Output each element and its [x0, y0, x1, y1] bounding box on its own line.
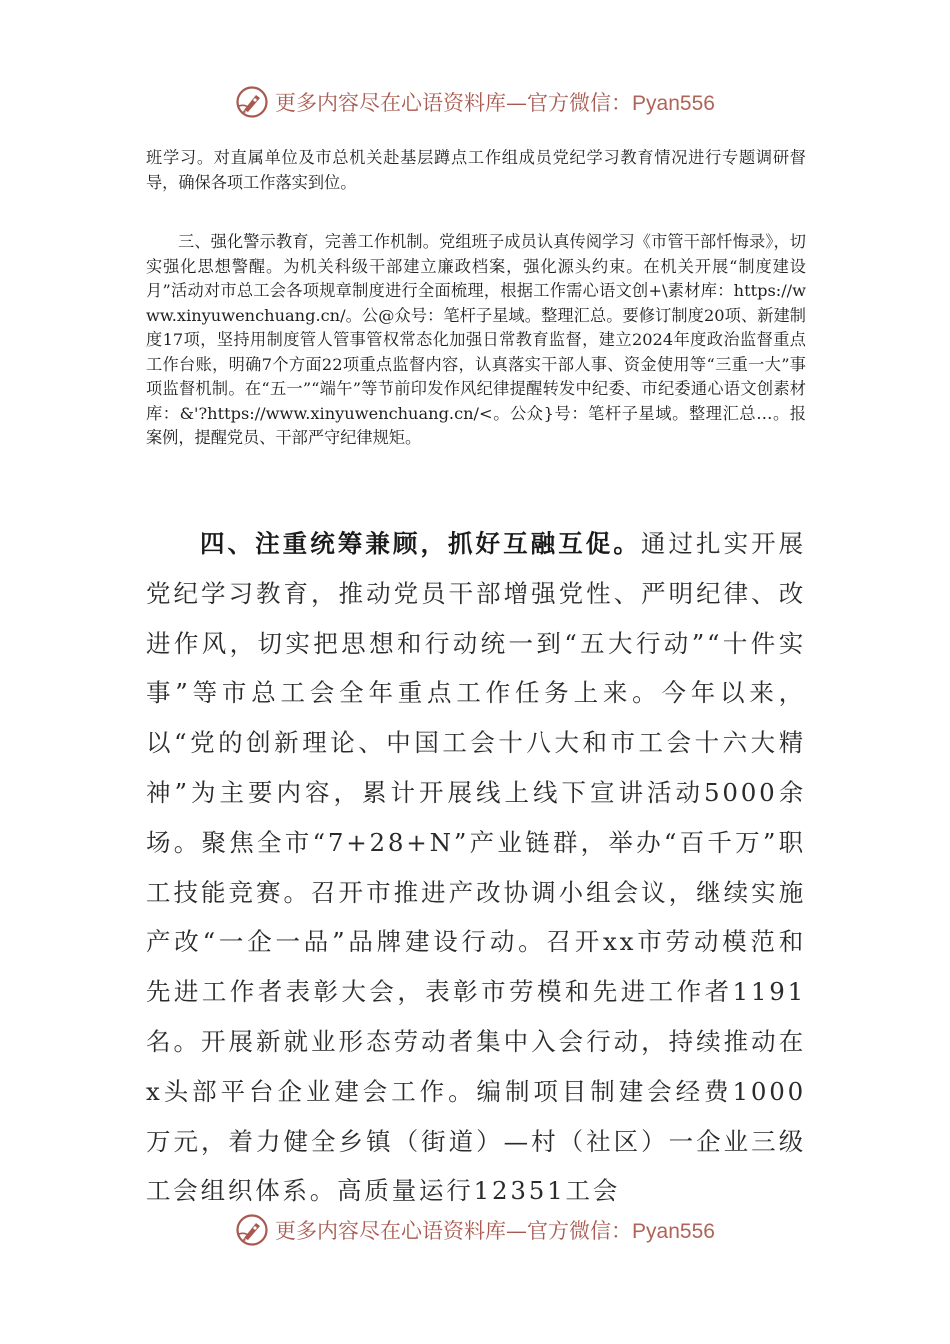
paragraph-section-three: 三、强化警示教育，完善工作机制。党组班子成员认真传阅学习《市管干部忏悔录》，切实强化思想警醒。为机关科级干部建立廉政档案，强化源头约束。在机关开展“制度建设月”活动对市总工会各项规章制度进行全面梳理，根据工作需心语文创+\素材库：https://www.xinyuwenchuang.cn/。公@众号：笔杆子星域。整理汇总。要修订制度20项、新建制度17项，坚持用制度管人管事管权常态化加强日常教育监督，建立2024年度政治监督重点工作台账，明确7个方面22项重点监督内容，认真落实干部人事、资金使用等“三重一大”事项监督机制。在“五一”“端午”等节前印发作风纪律提醒转发中纪委、市纪委通心语文创素材库：&'?https://www.xinyuwenchuang.cn/<。公众}号：笔杆子星域。整理汇总…。报案例，提醒党员、干部严守纪律规矩。	[146, 232, 806, 447]
wechat-account: Pyan556	[632, 92, 715, 115]
pen-nib-logo-icon	[235, 85, 269, 119]
wechat-account: Pyan556	[632, 1220, 715, 1243]
paragraph-continued: 班学习。对直属单位及市总机关赴基层蹲点工作组成员党纪学习教育情况进行专题调研督导，确保各项工作落实到位。	[146, 148, 806, 192]
footer-banner	[0, 1208, 950, 1252]
section-four-heading: 四、注重统筹兼顾，抓好互融互促。	[200, 529, 641, 558]
banner-text	[275, 87, 715, 117]
banner-text	[275, 1215, 715, 1245]
paragraph-section-four	[146, 519, 806, 1216]
header-banner	[0, 80, 950, 124]
section-four-body: 通过扎实开展党纪学习教育，推动党员干部增强党性、严明纪律、改进作风，切实把思想和行动统一到“五大行动”“十件实事”等市总工会全年重点工作任务上来。今年以来，以“党的创新理论、中国工会十八大和市工会十六大精神”为主要内容，累计开展线上线下宣讲活动5000余场。聚焦全市“7+28+N”产业链群，举办“百千万”职工技能竞赛。召开市推进产改协调小组会议，继续实施产改“一企一品”品牌建设行动。召开xx市劳动模范和先进工作者表彰大会，表彰市劳模和先进工作者1191名。开展新就业形态劳动者集中入会行动，持续推动在x头部平台企业建会工作。编制项目制建会经费1000万元，着力健全乡镇（街道）—村（社区）一企业三级工会组织体系。高质量运行12351工会	[146, 529, 806, 1206]
pen-nib-logo-icon	[235, 1213, 269, 1247]
banner-slogan: 更多内容尽在心语资料库—官方微信：	[275, 91, 633, 115]
banner-slogan: 更多内容尽在心语资料库—官方微信：	[275, 1219, 633, 1243]
